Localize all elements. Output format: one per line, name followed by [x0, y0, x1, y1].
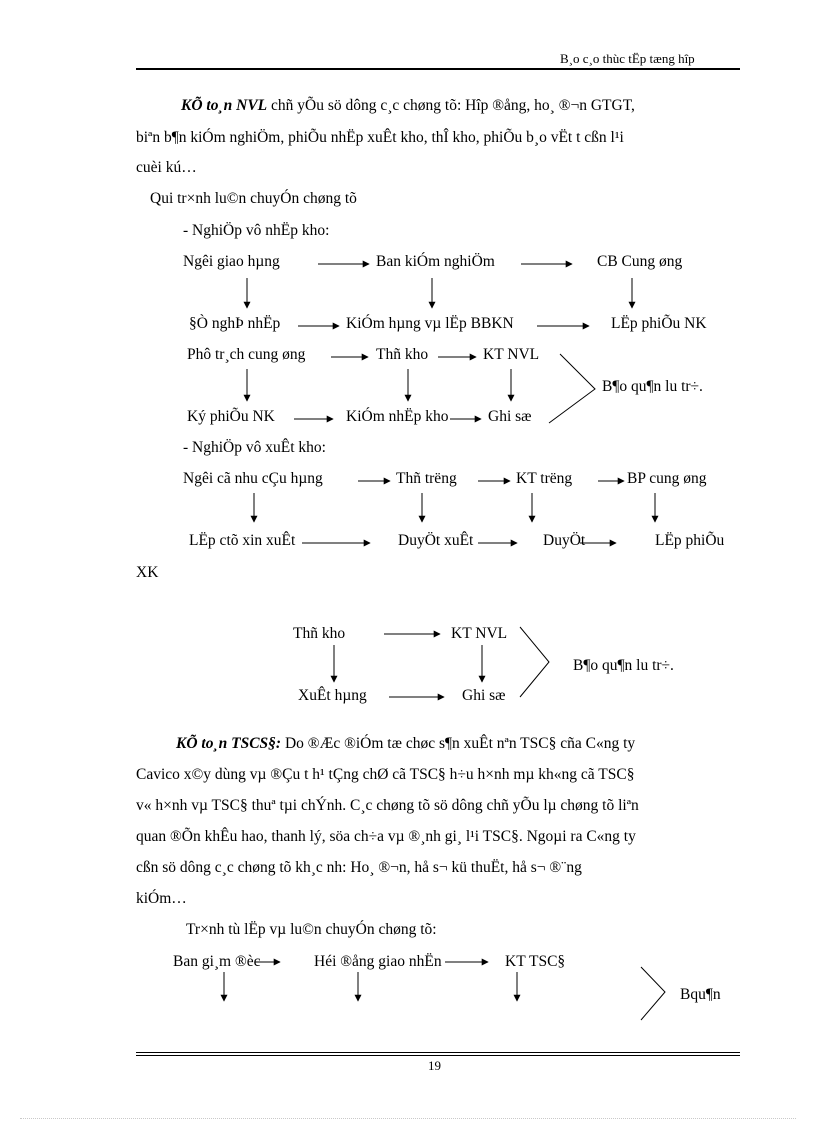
import-node-material-accountant: KT NVL — [483, 346, 540, 363]
export-node-request-doc: LËp ctõ xin xuÊt — [189, 532, 296, 549]
paragraph-2-line-6: kiÓm… — [136, 890, 187, 907]
header-title: B¸o c¸o thùc tËp tæng hîp — [560, 51, 695, 66]
import-node-receipt: LËp phiÕu NK — [611, 315, 707, 332]
export-node-supply-dept: BP cung øng — [627, 470, 707, 487]
paragraph-2-line-3: v« h×nh vµ TSC§ thuª tµi chÝnh. C¸c chøng tõ sö dông chñ yÕu lµ chøng tõ liªn — [136, 797, 639, 814]
import-node-check-goods: KiÓm hµng vµ lËp BBKN — [346, 315, 514, 332]
footer-rule-bottom — [136, 1055, 740, 1056]
export-node-approve-issue: DuyÖt xuÊt — [398, 532, 474, 549]
store-node-issue-goods: XuÊt hµng — [298, 687, 367, 704]
paragraph-1-text-1: chñ yÕu sö dông c¸c chøng tõ: Hîp ®ång, ho¸ ®¬n GTGT, — [267, 97, 635, 114]
import-node-supply-officer: CB Cung øng — [597, 253, 683, 270]
paragraph-2-text-1: Do ®Æc ®iÓm tæ chøc s¶n xuÊt nªn TSC§ cña C«ng ty — [281, 735, 636, 752]
export-heading: - NghiÖp vô xuÊt kho: — [183, 439, 326, 456]
page-number: 19 — [428, 1058, 441, 1073]
footer-rule-top — [136, 1052, 740, 1053]
process-title: Qui tr×nh lu©n chuyÓn chøng tõ — [150, 190, 357, 207]
import-heading: - NghiÖp vô nhËp kho: — [183, 222, 330, 239]
paragraph-2-lead: KÕ to¸n TSCS§: — [176, 735, 282, 752]
page-bottom-edge — [20, 1118, 796, 1119]
tscd-flow-title: Tr×nh tù lËp vµ lu©n chuyÓn chøng tõ: — [186, 921, 437, 938]
tscd-node-committee: Héi ®ång giao nhËn — [314, 953, 442, 970]
import-node-sign-receipt: Ký phiÕu NK — [187, 408, 275, 425]
export-node-issue-slip-cont: XK — [136, 564, 159, 581]
paragraph-1-line-2: biªn b¶n kiÓm nghiÖm, phiÕu nhËp xuÊt kho, thÎ kho, phiÕu b¸o vËt t cßn l¹i — [136, 129, 624, 146]
export-node-director: Thñ trëng — [396, 470, 457, 487]
tscd-brace-label: Bqu¶n — [680, 986, 721, 1003]
import-node-giver: Ngêi giao hµng — [183, 253, 280, 270]
export-node-chief-accountant: KT trëng — [516, 470, 573, 487]
export-node-issue-slip: LËp phiÕu — [655, 532, 725, 549]
store-node-record: Ghi sæ — [462, 687, 506, 704]
paragraph-2-line-5: cßn sö dông c¸c chøng tõ kh¸c nh: Ho¸ ®¬n, hå s¬ kü thuËt, hå s¬ ®¨ng — [136, 859, 582, 876]
paragraph-2-line-2: Cavico x©y dùng vµ ®Çu t h¹ tÇng chØ cã TSC§ h÷u h×nh mµ kh«ng cã TSC§ — [136, 766, 635, 783]
export-node-requester: Ngêi cã nhu cÇu hµng — [183, 470, 323, 487]
import-node-record: Ghi sæ — [488, 408, 532, 425]
import-node-request: §Ò nghÞ nhËp — [189, 315, 281, 332]
import-brace-label: B¶o qu¶n lu tr÷. — [602, 378, 703, 395]
import-node-supply-head: Phô tr¸ch cung øng — [187, 346, 306, 363]
paragraph-2-line-4: quan ®Õn khÊu hao, thanh lý, söa ch÷a vµ ®¸nh gi¸ l¹i TSC§. Ngoµi ra C«ng ty — [136, 828, 636, 845]
export-node-approve: DuyÖt — [543, 532, 586, 549]
store-node-material-accountant: KT NVL — [451, 625, 508, 642]
paragraph-1-line-3: cuèi kú… — [136, 159, 197, 176]
import-node-storekeeper: Thñ kho — [376, 346, 429, 363]
tscd-node-board: Ban gi¸m ®èc — [173, 953, 261, 970]
tscd-node-asset-accountant: KT TSC§ — [505, 953, 566, 970]
paragraph-1-lead: KÕ to¸n NVL — [181, 97, 268, 114]
import-node-receive-check: KiÓm nhËp kho — [346, 408, 449, 425]
store-brace-label: B¶o qu¶n lu tr÷. — [573, 657, 674, 674]
store-node-storekeeper: Thñ kho — [293, 625, 346, 642]
import-node-inspection-board: Ban kiÓm nghiÖm — [376, 253, 495, 270]
